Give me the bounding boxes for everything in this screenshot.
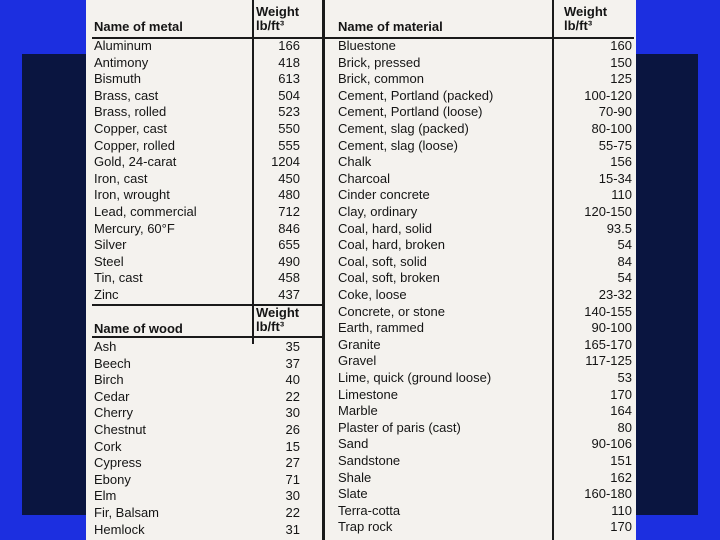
woods-weight-cell: 27 — [285, 455, 300, 471]
woods-name-cell: Ash — [94, 339, 117, 354]
materials-name-cell: Cement, Portland (loose) — [338, 104, 483, 120]
material-weight-header-line2: lb/ft³ — [564, 18, 593, 33]
materials-name-cell: Bluestone — [338, 38, 396, 53]
materials-weight-cell: 170 — [610, 386, 632, 402]
woods-weight-cell: 35 — [285, 339, 300, 354]
metals-row — [94, 171, 300, 188]
woods-weight-cell: 22 — [285, 505, 300, 520]
materials-weight-cell: 162 — [610, 469, 632, 485]
woods-name-cell: Cherry — [94, 405, 134, 421]
materials-weight-cell: 84 — [617, 253, 632, 269]
woods-weight-cell: 31 — [285, 521, 300, 537]
materials-weight-cell: 93.5 — [606, 220, 632, 236]
metal-name-header: Name of metal — [94, 19, 183, 34]
metals-weight-cell: 523 — [278, 104, 300, 120]
materials-weight-cell: 125 — [610, 71, 632, 87]
weight-table-sheet — [86, 0, 636, 540]
woods-name-cell: Cedar — [94, 388, 130, 404]
materials-name-cell: Brick, pressed — [338, 54, 421, 70]
woods-name-cell: Hemlock — [94, 521, 145, 537]
woods-weight-cell: 30 — [285, 405, 300, 421]
metals-weight-cell: 437 — [278, 287, 300, 302]
metals-row — [94, 221, 300, 238]
materials-weight-cell: 170 — [610, 519, 632, 535]
metals-name-cell: Zinc — [94, 287, 119, 302]
materials-weight-cell: 165-170 — [584, 336, 632, 352]
materials-name-cell: Granite — [338, 336, 381, 352]
materials-row — [338, 420, 632, 437]
woods-row — [94, 422, 300, 439]
metals-weight-cell: 846 — [278, 220, 300, 236]
metals-weight-cell: 655 — [278, 237, 300, 253]
materials-weight-cell: 110 — [611, 502, 632, 518]
wood-header-rule — [92, 336, 324, 338]
materials-row — [338, 370, 632, 387]
metals-name-cell: Mercury, 60°F — [94, 220, 175, 236]
metals-name-cell: Bismuth — [94, 71, 141, 87]
woods-row — [94, 405, 300, 422]
metals-weight-cell: 450 — [278, 170, 300, 186]
materials-name-cell: Slate — [338, 486, 368, 502]
woods-weight-cell: 15 — [285, 438, 300, 454]
materials-row — [338, 320, 632, 337]
materials-row — [338, 287, 632, 304]
woods-name-cell: Elm — [94, 488, 117, 504]
materials-name-cell: Marble — [338, 403, 378, 419]
materials-row — [338, 270, 632, 287]
metal-weight-header-line1: Weight — [256, 4, 300, 19]
materials-name-cell: Sand — [338, 436, 369, 452]
woods-row — [94, 522, 300, 539]
materials-weight-cell: 160 — [610, 38, 632, 53]
metals-weight-cell: 166 — [278, 38, 300, 53]
woods-weight-cell: 37 — [285, 355, 300, 371]
materials-row — [338, 154, 632, 171]
materials-weight-cell: 53 — [617, 370, 632, 385]
materials-weight-cell: 23-32 — [598, 287, 632, 302]
woods-name-cell: Fir, Balsam — [94, 505, 160, 520]
metals-row — [94, 154, 300, 171]
woods-weight-cell: 26 — [285, 422, 300, 437]
woods-weight-cell: 22 — [285, 388, 300, 404]
materials-row — [338, 38, 632, 55]
metals-name-cell: Lead, commercial — [94, 204, 197, 219]
materials-name-cell: Cement, slag (packed) — [338, 121, 469, 136]
materials-name-cell: Coal, hard, broken — [338, 237, 445, 253]
materials-name-cell: Terra-cotta — [338, 502, 401, 518]
metals-row — [94, 104, 300, 121]
materials-row — [338, 55, 632, 72]
metals-weight-cell: 1204 — [271, 154, 300, 170]
materials-name-cell: Plaster of paris (cast) — [338, 419, 461, 435]
materials-row — [338, 436, 632, 453]
woods-row — [94, 339, 300, 356]
materials-row — [338, 470, 632, 487]
metals-row — [94, 55, 300, 72]
metals-weight-cell: 504 — [278, 87, 300, 103]
materials-name-cell: Sandstone — [338, 453, 401, 468]
metals-row — [94, 254, 300, 271]
woods-name-cell: Beech — [94, 355, 131, 371]
materials-weight-cell: 120-150 — [584, 204, 632, 219]
metals-name-cell: Aluminum — [94, 38, 152, 53]
metals-weight-cell: 613 — [278, 71, 300, 87]
materials-name-cell: Concrete, or stone — [338, 303, 445, 319]
woods-name-cell: Chestnut — [94, 422, 147, 437]
metals-row — [94, 270, 300, 287]
woods-name-cell: Cypress — [94, 455, 142, 471]
materials-name-cell: Lime, quick (ground loose) — [338, 370, 492, 385]
materials-weight-cell: 150 — [610, 54, 632, 70]
materials-weight-cell: 156 — [610, 154, 632, 170]
materials-row — [338, 519, 632, 536]
materials-row — [338, 138, 632, 155]
materials-weight-cell: 100-120 — [584, 87, 632, 103]
metals-name-cell: Copper, rolled — [94, 137, 175, 153]
materials-weight-cell: 80 — [617, 419, 632, 435]
metals-row — [94, 237, 300, 254]
materials-row — [338, 254, 632, 271]
materials-weight-cell: 110 — [611, 187, 632, 203]
materials-name-cell: Earth, rammed — [338, 320, 424, 336]
materials-row — [338, 121, 632, 138]
materials-row — [338, 387, 632, 404]
materials-row — [338, 171, 632, 188]
metals-row — [94, 287, 300, 304]
materials-row — [338, 88, 632, 105]
materials-row — [338, 221, 632, 238]
materials-name-cell: Cement, Portland (packed) — [338, 87, 494, 103]
metals-name-cell: Antimony — [94, 54, 149, 70]
metals-weight-cell: 418 — [278, 54, 300, 70]
materials-row — [338, 237, 632, 254]
woods-row — [94, 356, 300, 373]
materials-row — [338, 403, 632, 420]
metals-name-cell: Tin, cast — [94, 270, 143, 286]
metals-weight-cell: 555 — [278, 137, 300, 153]
woods-row — [94, 472, 300, 489]
materials-weight-cell: 117-125 — [585, 353, 632, 369]
materials-name-cell: Cinder concrete — [338, 187, 430, 203]
material-name-header: Name of material — [338, 19, 443, 34]
metals-row — [94, 38, 300, 55]
materials-weight-cell: 151 — [610, 453, 632, 468]
materials-name-cell: Gravel — [338, 353, 377, 369]
metals-name-cell: Iron, cast — [94, 170, 148, 186]
materials-weight-cell: 160-180 — [584, 486, 632, 502]
materials-name-cell: Chalk — [338, 154, 372, 170]
metals-row — [94, 204, 300, 221]
woods-row — [94, 455, 300, 472]
materials-name-cell: Charcoal — [338, 170, 391, 186]
metals-name-cell: Gold, 24-carat — [94, 154, 177, 170]
materials-name-cell: Coke, loose — [338, 287, 407, 302]
materials-weight-cell: 15-34 — [598, 170, 632, 186]
metals-weight-cell: 490 — [278, 253, 300, 269]
metals-name-cell: Copper, cast — [94, 121, 167, 136]
materials-row — [338, 304, 632, 321]
materials-name-cell: Trap rock — [338, 519, 393, 535]
metals-row — [94, 88, 300, 105]
materials-row — [338, 337, 632, 354]
materials-weight-cell: 80-100 — [591, 121, 632, 136]
woods-row — [94, 372, 300, 389]
metals-name-cell: Brass, cast — [94, 87, 159, 103]
metals-name-cell: Iron, wrought — [94, 187, 170, 203]
woods-name-cell: Ebony — [94, 471, 131, 487]
materials-weight-cell: 164 — [610, 403, 632, 419]
wood-weight-header-line2: lb/ft³ — [256, 319, 285, 334]
material-weight-header-line1: Weight — [564, 4, 608, 19]
materials-weight-cell: 54 — [617, 270, 632, 286]
metals-weight-cell: 712 — [278, 204, 300, 219]
woods-weight-cell: 71 — [285, 471, 300, 487]
metal-weight-header-line2: lb/ft³ — [256, 18, 285, 33]
materials-row — [338, 187, 632, 204]
woods-name-cell: Birch — [94, 372, 124, 388]
materials-name-cell: Cement, slag (loose) — [338, 137, 458, 153]
wood-weight-header-line1: Weight — [256, 305, 300, 320]
woods-row — [94, 488, 300, 505]
center-divider — [322, 0, 325, 540]
metals-row — [94, 138, 300, 155]
materials-name-cell: Limestone — [338, 386, 398, 402]
materials-weight-cell: 90-106 — [591, 436, 632, 452]
metals-row — [94, 187, 300, 204]
woods-row — [94, 439, 300, 456]
materials-row — [338, 204, 632, 221]
metals-name-cell: Silver — [94, 237, 127, 253]
wood-name-header: Name of wood — [94, 321, 183, 336]
materials-row — [338, 486, 632, 503]
metals-name-cell: Steel — [94, 253, 124, 269]
materials-row — [338, 353, 632, 370]
woods-row — [94, 389, 300, 406]
metals-row — [94, 71, 300, 88]
materials-name-cell: Clay, ordinary — [338, 204, 418, 219]
materials-weight-cell: 55-75 — [598, 137, 632, 153]
materials-name-cell: Coal, soft, broken — [338, 270, 440, 286]
materials-name-cell: Brick, common — [338, 71, 424, 87]
woods-name-cell: Cork — [94, 438, 122, 454]
metals-weight-cell: 550 — [278, 121, 300, 136]
woods-weight-cell: 30 — [285, 488, 300, 504]
metals-row — [94, 121, 300, 138]
materials-name-cell: Shale — [338, 469, 372, 485]
materials-name-cell: Coal, soft, solid — [338, 253, 427, 269]
materials-weight-cell: 140-155 — [584, 303, 632, 319]
materials-row — [338, 104, 632, 121]
metals-name-cell: Brass, rolled — [94, 104, 167, 120]
materials-weight-cell: 90-100 — [591, 320, 632, 336]
metals-weight-cell: 480 — [278, 187, 300, 203]
materials-row — [338, 71, 632, 88]
woods-row — [94, 505, 300, 522]
metals-weight-cell: 458 — [278, 270, 300, 286]
materials-weight-cell: 54 — [617, 237, 632, 253]
materials-row — [338, 453, 632, 470]
materials-weight-cell: 70-90 — [598, 104, 632, 120]
woods-weight-cell: 40 — [285, 372, 300, 388]
materials-name-cell: Coal, hard, solid — [338, 220, 432, 236]
materials-row — [338, 503, 632, 520]
